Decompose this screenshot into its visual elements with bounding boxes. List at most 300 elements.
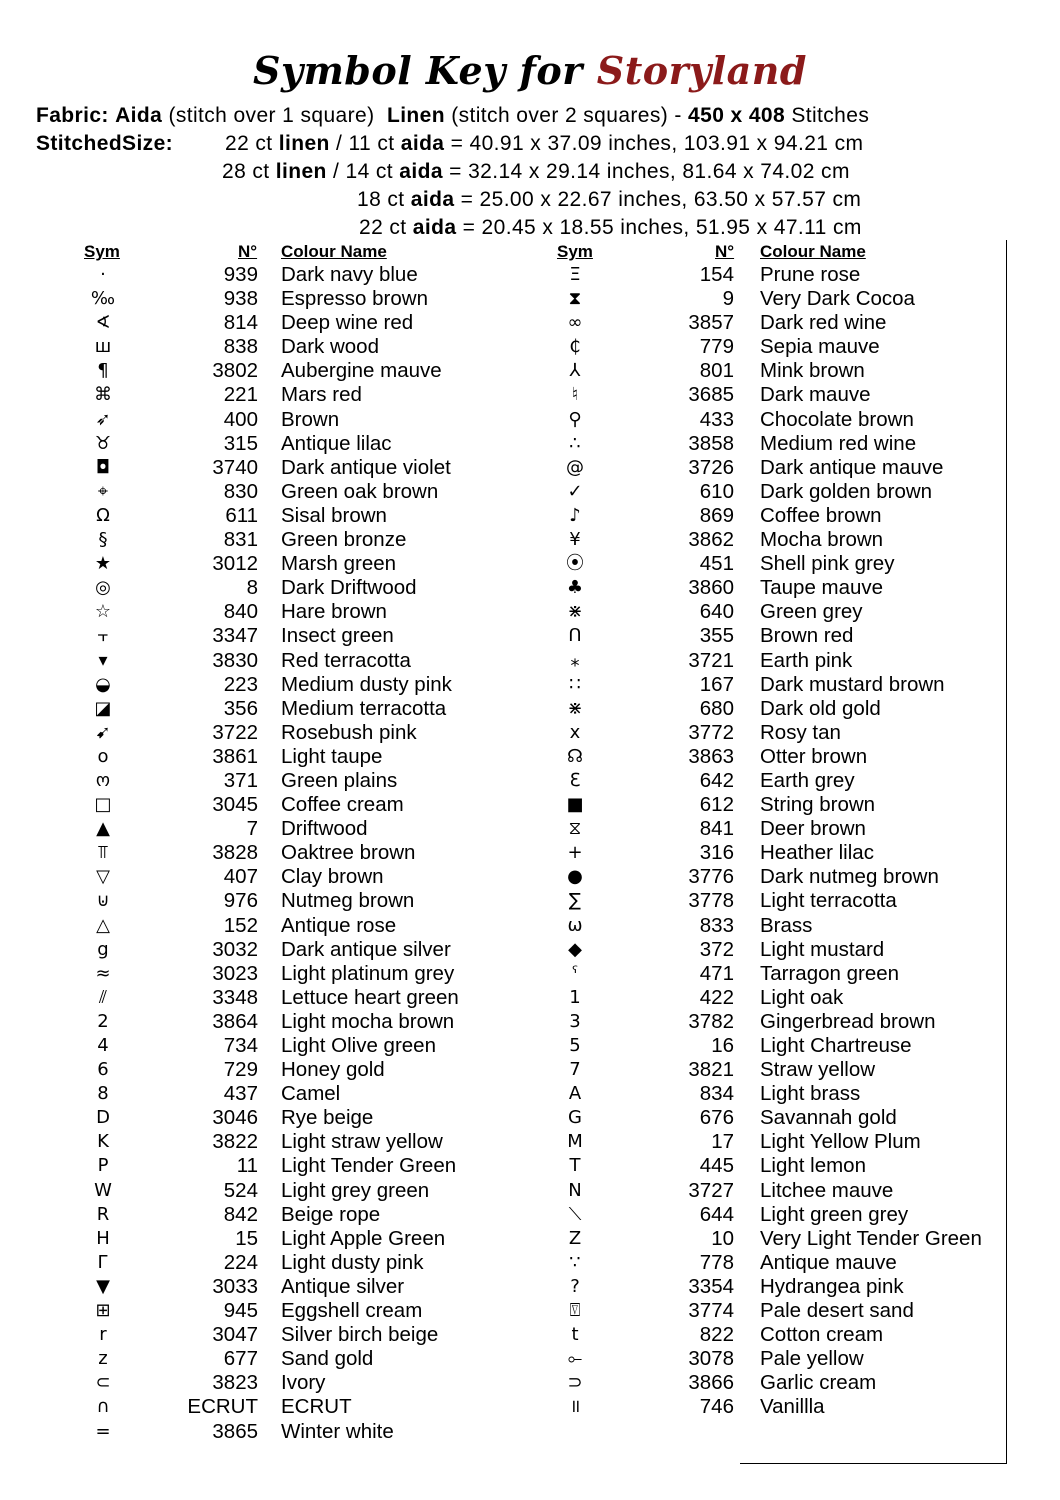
stitch-count-label: Stitches: [791, 104, 870, 127]
symbol-glyph: M: [567, 1131, 583, 1153]
thread-number: 676: [699, 1106, 734, 1130]
colour-name: Heather lilac: [760, 841, 874, 865]
symbol-glyph: ☊: [567, 745, 583, 767]
thread-number: 8: [246, 576, 258, 600]
colour-name: Brass: [760, 913, 813, 937]
symbol-glyph: ᑎ: [568, 625, 582, 647]
stitched-size-line-1: 22 ct linen / 11 ct aida = 40.91 x 37.09 inches, 103.91 x 94.21 cm: [225, 132, 864, 155]
symbol-glyph: ◘: [95, 456, 111, 478]
fabric-label: Fabric:: [36, 104, 109, 127]
symbol-glyph: P: [97, 1155, 109, 1177]
symbol-glyph: ⚲: [568, 408, 582, 430]
colour-name: Light grey green: [281, 1178, 430, 1202]
colour-name: Dark mustard brown: [760, 672, 945, 696]
thread-number: 355: [699, 624, 734, 648]
thread-number: 779: [699, 335, 734, 359]
colour-name: Dark antique silver: [281, 937, 451, 961]
thread-number: 437: [223, 1082, 258, 1106]
thread-number: ECRUT: [187, 1395, 258, 1419]
thread-number: 869: [699, 503, 734, 527]
colour-name: Medium terracotta: [281, 696, 447, 720]
symbol-glyph: ⅄: [569, 360, 581, 382]
symbol-glyph: ⫪: [97, 842, 109, 864]
symbol-glyph: ?: [570, 1275, 580, 1297]
symbol-glyph: ⟜: [567, 1348, 583, 1370]
colour-name: Light taupe: [281, 744, 383, 768]
thread-number: 3863: [688, 744, 734, 768]
symbol-glyph: ✓: [567, 480, 583, 502]
thread-number: 3023: [212, 961, 258, 985]
colour-name: Light platinum grey: [281, 961, 455, 985]
thread-number: 3778: [688, 889, 734, 913]
symbol-glyph: ⟍: [568, 1203, 582, 1225]
colour-name: Light mustard: [760, 937, 885, 961]
symbol-glyph: 7: [569, 1059, 581, 1081]
symbol-glyph: ∩: [96, 1396, 110, 1418]
colour-name: Mocha brown: [760, 528, 884, 552]
thread-number: 7: [246, 817, 258, 841]
symbol-glyph: R: [96, 1203, 110, 1225]
colour-name: Red terracotta: [281, 648, 411, 672]
symbol-glyph: K: [97, 1131, 109, 1153]
thread-number: 3822: [212, 1130, 258, 1154]
symbol-glyph: ⊞: [95, 1300, 111, 1322]
thread-number: 611: [225, 503, 258, 527]
symbol-glyph: ⧖: [568, 818, 582, 840]
colour-name: Brown red: [760, 624, 854, 648]
colour-name: Light terracotta: [760, 889, 897, 913]
thread-number: 734: [223, 1034, 258, 1057]
thread-number: 3858: [688, 431, 734, 455]
symbol-glyph: ➹: [95, 721, 111, 743]
colour-name: Taupe mauve: [760, 576, 884, 600]
colour-name: Coffee brown: [760, 503, 882, 527]
colour-name: Light lemon: [760, 1154, 866, 1178]
colour-name: Light dusty pink: [281, 1250, 424, 1274]
symbol-glyph: g: [97, 938, 109, 960]
colour-name: Vanillla: [760, 1395, 825, 1419]
colour-name: Hare brown: [281, 600, 387, 624]
thread-number: 939: [223, 263, 258, 286]
colour-name: Dark golden brown: [760, 479, 933, 503]
header-name-right: Colour Name: [760, 242, 866, 261]
colour-name: Dark old gold: [760, 696, 881, 720]
thread-number: 356: [223, 696, 258, 720]
thread-number: 3348: [212, 985, 258, 1009]
thread-number: 680: [699, 696, 734, 720]
symbol-glyph: △: [96, 914, 110, 936]
colour-name: Dark wood: [281, 335, 379, 359]
colour-name: Tarragon green: [760, 961, 900, 985]
thread-number: 640: [699, 600, 734, 624]
symbol-glyph: +: [567, 842, 583, 864]
colour-name: Antique mauve: [760, 1250, 897, 1274]
symbol-glyph: ▼: [96, 1275, 110, 1297]
symbol-glyph: ⌖: [97, 480, 109, 502]
thread-number: 3722: [212, 720, 258, 744]
symbol-glyph: §: [98, 529, 108, 551]
thread-number: 422: [699, 985, 734, 1009]
thread-number: 778: [699, 1250, 734, 1274]
symbol-glyph: ☆: [94, 601, 112, 623]
symbol-glyph: 8: [97, 1083, 109, 1105]
stitched-size-label-line: [36, 132, 173, 156]
symbol-glyph: ш: [94, 336, 112, 358]
thread-number: 3047: [212, 1323, 258, 1347]
thread-number: 3782: [688, 1009, 734, 1033]
colour-name: Winter white: [281, 1419, 394, 1443]
colour-name: Gingerbread brown: [760, 1009, 936, 1033]
symbol-glyph: ∑: [568, 890, 582, 912]
thread-number: 451: [699, 552, 734, 576]
thread-number: 833: [699, 913, 734, 937]
colour-name: Lettuce heart green: [281, 985, 459, 1009]
colour-name: Cotton cream: [760, 1323, 884, 1347]
colour-name: Mars red: [281, 383, 362, 407]
symbol-glyph: G: [568, 1107, 582, 1129]
thread-number: 154: [699, 263, 734, 286]
thread-number: 3776: [688, 865, 734, 889]
colour-name: Earth pink: [760, 648, 853, 672]
symbol-glyph: D: [96, 1107, 110, 1129]
symbol-glyph: ≈: [95, 962, 111, 984]
symbol-glyph: 5: [569, 1035, 581, 1056]
thread-number: 801: [699, 359, 734, 383]
thread-number: 834: [699, 1082, 734, 1106]
colour-name: Coffee cream: [281, 793, 404, 817]
symbol-glyph: =: [95, 1420, 111, 1442]
fabric-aida-note: (stitch over 1 square): [168, 104, 375, 127]
symbol-glyph: ∴: [569, 432, 581, 454]
colour-name: Garlic cream: [760, 1371, 877, 1395]
colour-name: Green grey: [760, 600, 863, 624]
thread-number: 3347: [212, 624, 258, 648]
colour-name: Dark antique violet: [281, 455, 451, 479]
fabric-linen: Linen: [386, 104, 445, 127]
thread-number: 814: [223, 311, 258, 335]
thread-number: 746: [699, 1395, 734, 1419]
symbol-glyph: ∞: [567, 312, 583, 334]
colour-name: Ivory: [281, 1371, 326, 1395]
colour-name: Honey gold: [281, 1058, 385, 1082]
symbol-glyph: ♪: [569, 504, 581, 526]
thread-number: 445: [699, 1154, 734, 1178]
colour-name: Light oak: [760, 985, 844, 1009]
thread-number: 838: [223, 335, 258, 359]
thread-number: 3354: [688, 1274, 734, 1298]
colour-name: Light Chartreuse: [760, 1034, 912, 1057]
colour-name: Light Tender Green: [281, 1154, 457, 1178]
symbol-glyph: ₵: [569, 336, 581, 358]
thread-number: 223: [223, 672, 258, 696]
thread-number: 10: [711, 1226, 734, 1250]
symbol-glyph: ⫟: [97, 625, 109, 647]
thread-number: 3045: [212, 793, 258, 817]
colour-name: Savannah gold: [760, 1106, 897, 1130]
symbol-glyph: 3: [569, 1010, 581, 1032]
colour-name: Deep wine red: [281, 311, 414, 335]
symbol-glyph: ⦿: [566, 553, 584, 575]
colour-name: Oaktree brown: [281, 841, 416, 865]
thread-number: 612: [699, 793, 734, 817]
symbol-glyph: o: [97, 745, 109, 767]
symbol-glyph: 1: [569, 986, 581, 1008]
header-num-right: N°: [715, 242, 735, 261]
thread-number: 831: [223, 528, 258, 552]
colour-name: Light Olive green: [281, 1034, 436, 1057]
symbol-glyph: ♮: [571, 384, 579, 406]
symbol-glyph: ▲: [96, 818, 110, 840]
colour-name: Litchee mauve: [760, 1178, 894, 1202]
title-prefix: Symbol Key for: [253, 48, 583, 93]
symbol-glyph: Ξ: [569, 264, 581, 285]
thread-number: 3862: [688, 528, 734, 552]
symbol-glyph: ℇ: [569, 769, 581, 791]
header-sym-left: Sym: [84, 242, 120, 261]
symbol-glyph: ■: [566, 794, 584, 816]
thread-number: 642: [699, 768, 734, 792]
header-sym-right: Sym: [557, 242, 593, 261]
thread-number: 407: [223, 865, 258, 889]
symbol-glyph: ⫽: [98, 986, 108, 1008]
thread-number: 315: [223, 431, 258, 455]
thread-number: 3726: [688, 455, 734, 479]
thread-number: 316: [699, 841, 734, 865]
colour-name: Dark navy blue: [281, 263, 418, 286]
thread-number: 3012: [212, 552, 258, 576]
thread-number: 9: [722, 287, 734, 311]
title-design-name: Storyland: [596, 48, 807, 93]
colour-name: Clay brown: [281, 865, 384, 889]
colour-name: Shell pink grey: [760, 552, 895, 576]
thread-number: 400: [223, 407, 258, 431]
thread-number: 3861: [212, 744, 258, 768]
thread-number: 822: [699, 1323, 734, 1347]
colour-name: Espresso brown: [281, 287, 428, 311]
colour-name: Antique lilac: [281, 431, 392, 455]
symbol-glyph: r: [99, 1324, 107, 1346]
thread-number: 3828: [212, 841, 258, 865]
symbol-glyph: 6: [97, 1059, 109, 1081]
symbol-glyph: H: [96, 1227, 110, 1249]
symbol-glyph: ॥: [569, 1396, 581, 1418]
symbol-glyph: ⋇: [567, 601, 583, 623]
colour-name: Dark Driftwood: [281, 576, 417, 600]
thread-number: 3802: [212, 359, 258, 383]
colour-name: Silver birch beige: [281, 1323, 439, 1347]
symbol-glyph: ♉: [94, 432, 112, 454]
symbol-glyph: T: [569, 1155, 581, 1177]
thread-number: 371: [223, 768, 258, 792]
symbol-glyph: Ω: [96, 504, 110, 526]
symbol-glyph: ·: [100, 264, 106, 285]
thread-number: 3772: [688, 720, 734, 744]
thread-number: 3046: [212, 1106, 258, 1130]
colour-name: Nutmeg brown: [281, 889, 415, 913]
table-border-bottom: [740, 1463, 1007, 1464]
colour-name: Pale desert sand: [760, 1299, 914, 1323]
symbol-glyph: z: [98, 1348, 108, 1370]
colour-name: Eggshell cream: [281, 1299, 423, 1323]
thread-number: 610: [699, 479, 734, 503]
colour-name: Green bronze: [281, 528, 407, 552]
colour-name: String brown: [760, 793, 876, 817]
thread-number: 433: [699, 407, 734, 431]
symbol-glyph: 2: [97, 1010, 109, 1032]
thread-number: 167: [699, 672, 734, 696]
colour-name: Light brass: [760, 1082, 861, 1106]
symbol-glyph: ♣: [566, 577, 584, 599]
table-border-right: [1006, 240, 1007, 1464]
colour-name: Dark red wine: [760, 311, 887, 335]
symbol-glyph: ◪: [94, 697, 112, 719]
fabric-linen-note: (stitch over 2 squares) -: [451, 104, 682, 127]
colour-name: Dark nutmeg brown: [760, 865, 939, 889]
symbol-glyph: ∢: [95, 312, 111, 334]
colour-name: Earth grey: [760, 768, 855, 792]
symbol-glyph: ¥: [569, 529, 581, 551]
colour-name: Beige rope: [281, 1202, 381, 1226]
thread-number: 945: [223, 1299, 258, 1323]
symbol-glyph: ⁎: [570, 649, 580, 671]
thread-number: 3078: [688, 1347, 734, 1371]
thread-number: 841: [699, 817, 734, 841]
thread-number: 677: [223, 1347, 258, 1371]
thread-number: 3033: [212, 1274, 258, 1298]
colour-name: Insect green: [281, 624, 394, 648]
thread-number: 3032: [212, 937, 258, 961]
symbol-glyph: A: [568, 1083, 582, 1105]
thread-number: 3823: [212, 1371, 258, 1395]
symbol-glyph: x: [569, 721, 581, 743]
symbol-glyph: 4: [97, 1035, 109, 1056]
thread-number: 524: [223, 1178, 258, 1202]
symbol-glyph: ◒: [95, 673, 111, 695]
symbol-glyph: ˁ: [571, 962, 579, 984]
symbol-glyph: W: [94, 1179, 112, 1201]
header-num-left: N°: [238, 242, 258, 261]
symbol-glyph: ◎: [95, 577, 111, 599]
thread-number: 842: [223, 1202, 258, 1226]
thread-number: 3857: [688, 311, 734, 335]
symbol-glyph: ●: [567, 866, 583, 888]
thread-number: 3821: [688, 1058, 734, 1082]
colour-name: Rosy tan: [760, 720, 841, 744]
colour-name: Chocolate brown: [760, 407, 914, 431]
colour-name: Very Dark Cocoa: [760, 287, 915, 311]
colour-name: ECRUT: [281, 1395, 352, 1419]
thread-number: 221: [223, 383, 258, 407]
colour-name: Light mocha brown: [281, 1009, 455, 1033]
thread-number: 938: [223, 287, 258, 311]
thread-number: 644: [699, 1202, 734, 1226]
fabric-aida: Aida: [115, 104, 163, 127]
thread-number: 16: [711, 1034, 734, 1057]
colour-name: Medium red wine: [760, 431, 917, 455]
symbol-glyph: □: [94, 794, 112, 816]
symbol-glyph: ⊃: [567, 1372, 583, 1394]
stitched-size-label: StitchedSize:: [36, 132, 174, 155]
thread-number: 372: [699, 937, 734, 961]
symbol-glyph: ⌘: [94, 384, 112, 406]
colour-name: Sand gold: [281, 1347, 374, 1371]
symbol-glyph: ⋇: [567, 697, 583, 719]
colour-name: Green oak brown: [281, 479, 439, 503]
colour-name: Medium dusty pink: [281, 672, 452, 696]
colour-name: Otter brown: [760, 744, 868, 768]
symbol-glyph: ◆: [568, 938, 582, 960]
symbol-glyph: t: [571, 1324, 579, 1346]
colour-name: Pale yellow: [760, 1347, 864, 1371]
thread-number: 3727: [688, 1178, 734, 1202]
thread-number: 3866: [688, 1371, 734, 1395]
colour-name: Antique silver: [281, 1274, 405, 1298]
thread-number: 17: [711, 1130, 734, 1154]
colour-name: Light Yellow Plum: [760, 1130, 921, 1154]
header-name-left: Colour Name: [281, 242, 387, 261]
thread-number: 3685: [688, 383, 734, 407]
symbol-glyph: ▽: [96, 866, 110, 888]
symbol-glyph: ო: [95, 769, 111, 791]
symbol-glyph: N: [568, 1179, 582, 1201]
colour-name: Sepia mauve: [760, 335, 880, 359]
thread-number: 3774: [688, 1299, 734, 1323]
symbol-glyph: ω: [567, 914, 583, 936]
colour-name: Straw yellow: [760, 1058, 876, 1082]
symbol-glyph: ▾: [98, 649, 108, 671]
stitched-size-line-3: 18 ct aida = 25.00 x 22.67 inches, 63.50 x 57.57 cm: [357, 188, 862, 211]
colour-name: Aubergine mauve: [281, 359, 442, 383]
thread-number: 3721: [688, 648, 734, 672]
thread-number: 976: [223, 889, 258, 913]
symbol-glyph: ⊍: [96, 890, 110, 912]
colour-name: Sisal brown: [281, 503, 387, 527]
stitch-count: 450 x 408: [688, 104, 786, 127]
colour-name: Driftwood: [281, 817, 368, 841]
stitched-size-line-4: 22 ct aida = 20.45 x 18.55 inches, 51.95 x 47.11 cm: [359, 216, 862, 239]
thread-number: 15: [235, 1226, 258, 1250]
symbol-glyph: ⍔: [569, 1300, 581, 1322]
thread-number: 152: [223, 913, 258, 937]
colour-name: Rosebush pink: [281, 720, 417, 744]
colour-name: Rye beige: [281, 1106, 374, 1130]
symbol-glyph: ★: [94, 553, 112, 575]
fabric-line: [36, 104, 869, 128]
colour-name: Light green grey: [760, 1202, 909, 1226]
symbol-glyph: ∵: [569, 1251, 581, 1273]
symbol-glyph: ‰: [90, 288, 116, 310]
colour-name: Green plains: [281, 768, 398, 792]
symbol-glyph: Г: [97, 1251, 109, 1273]
colour-name: Very Light Tender Green: [760, 1226, 982, 1250]
symbol-glyph: ⊂: [95, 1372, 111, 1394]
symbol-glyph: ¶: [97, 360, 109, 382]
colour-name: Light Apple Green: [281, 1226, 446, 1250]
symbol-glyph: ➶: [95, 408, 111, 430]
symbol-glyph: @: [566, 456, 584, 478]
thread-number: 729: [223, 1058, 258, 1082]
thread-number: 224: [223, 1250, 258, 1274]
thread-number: 830: [223, 479, 258, 503]
thread-number: 3860: [688, 576, 734, 600]
symbol-glyph: Z: [568, 1227, 582, 1249]
page-title: [0, 48, 1060, 93]
stitched-size-line-2: 28 ct linen / 14 ct aida = 32.14 x 29.14 inches, 81.64 x 74.02 cm: [222, 160, 850, 183]
symbol-glyph: ∷: [569, 673, 581, 695]
colour-name: Light straw yellow: [281, 1130, 443, 1154]
thread-number: 3864: [212, 1009, 258, 1033]
colour-name: Dark mauve: [760, 383, 871, 407]
